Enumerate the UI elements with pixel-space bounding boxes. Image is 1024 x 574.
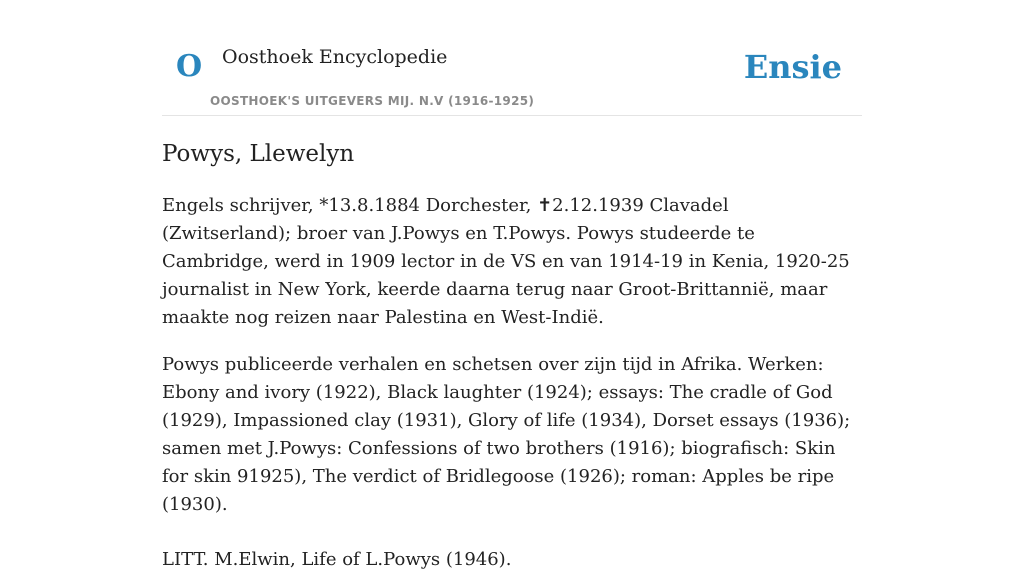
logo-icon[interactable]: O (176, 49, 203, 84)
article-title: Powys, Llewelyn (162, 141, 355, 167)
site-header (162, 34, 862, 116)
ensie-brand-link[interactable]: Ensie (743, 48, 842, 86)
literature-reference: LITT. M.Elwin, Life of L.Powys (1946). (162, 549, 512, 570)
article-paragraph: Engels schrijver, *13.8.1884 Dorchester, ✝2.12.1939 Clavadel (Zwitserland); broer van J.Powys en T.Powys. Powys studeerde te Cambridge, werd in 1909 lector in de VS en van 1914-19 in Kenia, 1920-25 journalist in New York, keerde daarna terug naar Groot-Brittannië, maar maakte nog reizen naar Palestina en West-Indië. (162, 195, 850, 328)
article (162, 136, 862, 574)
site-title[interactable]: Oosthoek Encyclopedie (222, 46, 448, 68)
publisher-label: OOSTHOEK'S UITGEVERS MIJ. N.V (1916-1925) (210, 94, 535, 108)
article-paragraph: Powys publiceerde verhalen en schetsen over zijn tijd in Afrika. Werken: Ebony and ivory (1922), Black laughter (1924); essays: The cradle of God (1929), Impassioned clay (1931), Glory of life (1934), Dorset essays (1936); samen met J.Powys: Confessions of two brothers (1916); biografisch: Skin for skin 91925), The verdict of Bridlegoose (1926); roman: Apples be ripe (1930). (162, 354, 851, 515)
